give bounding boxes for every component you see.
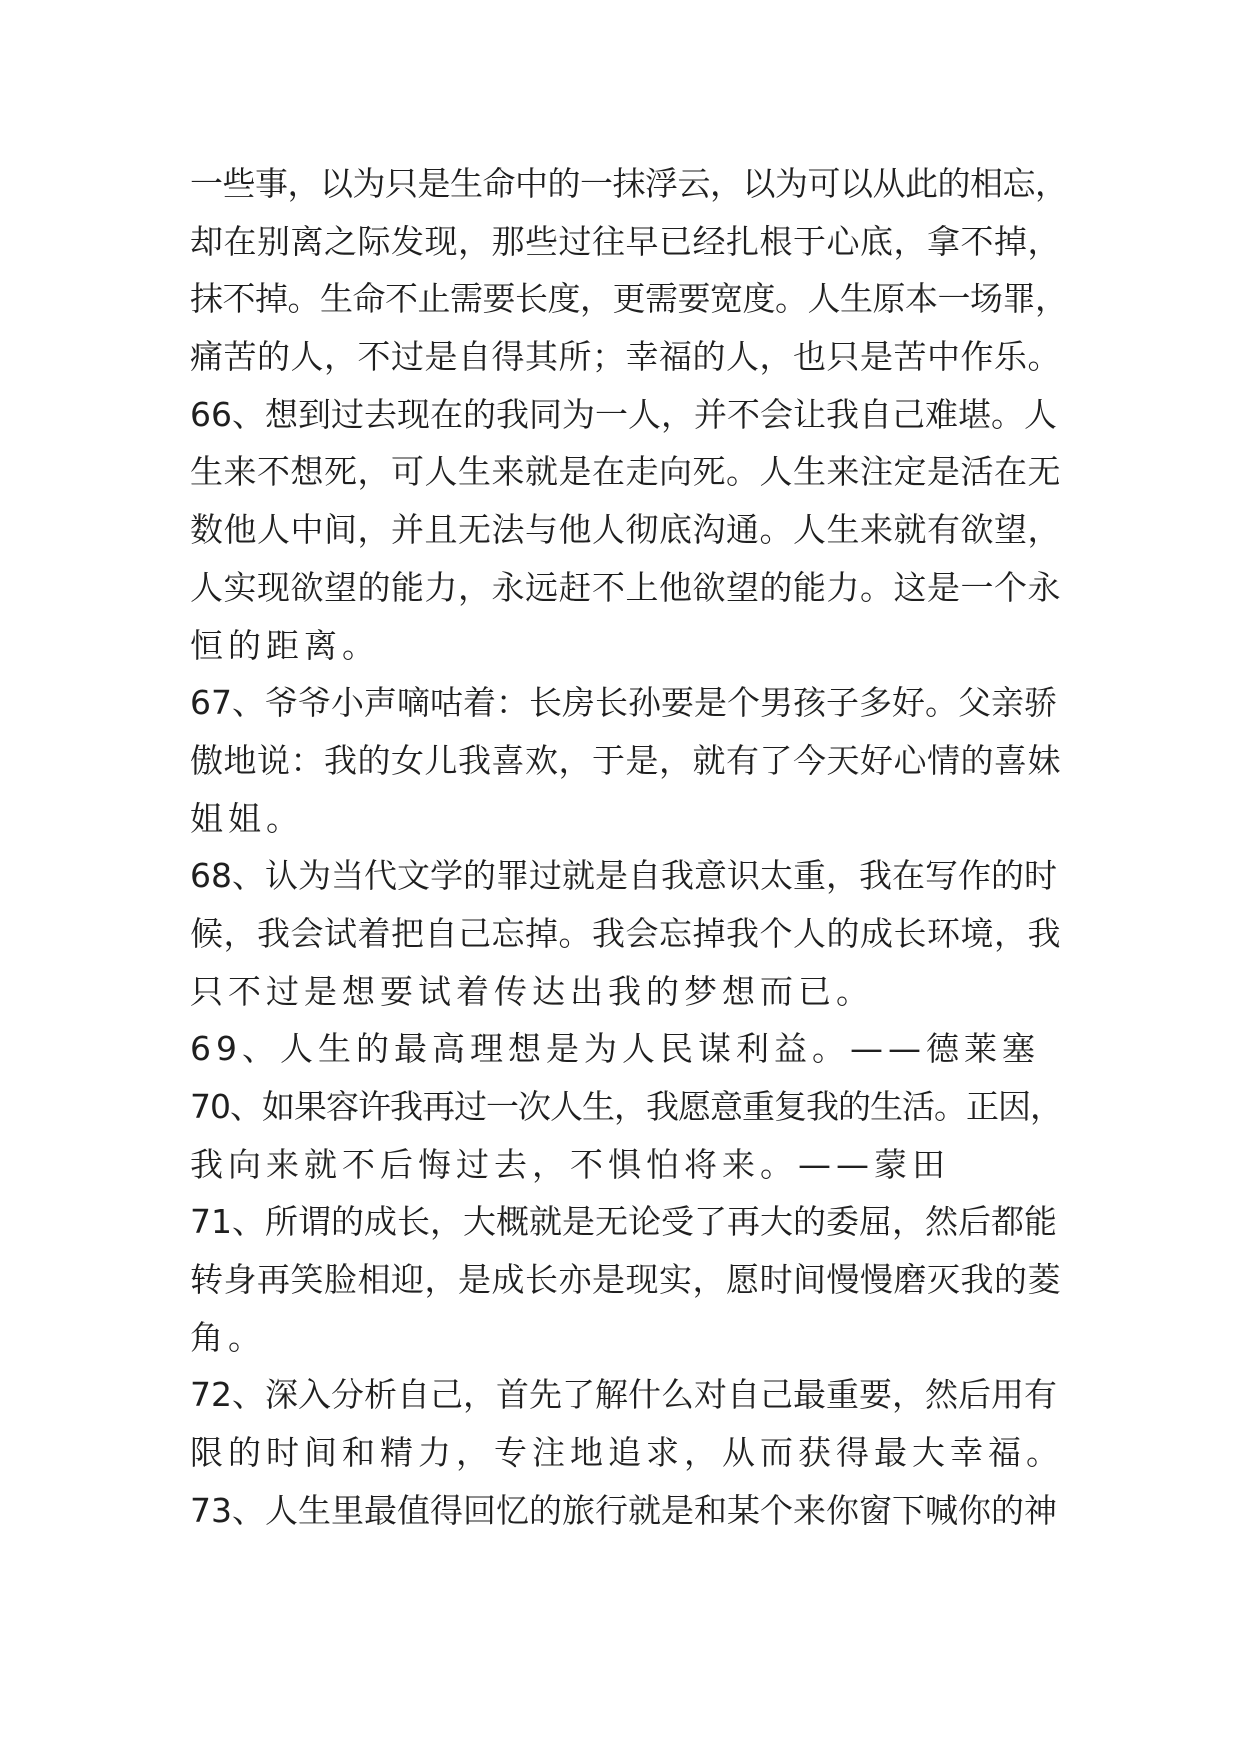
text-line: 数他人中间，并且无法与他人彻底沟通。人生来就有欲望， [190, 510, 1061, 550]
text-line: 一些事，以为只是生命中的一抹浮云，以为可以从此的相忘， [190, 164, 1068, 203]
text-line: 傲地说：我的女儿我喜欢，于是，就有了今天好心情的喜妹 [190, 740, 1061, 780]
text-line: 68、认为当代文学的罪过就是自我意识太重，我在写作的时 [190, 856, 1057, 896]
text-line: 人实现欲望的能力，永远赶不上他欲望的能力。这是一个永 [190, 567, 1061, 607]
text-line: 73、人生里最值得回忆的旅行就是和某个来你窗下喊你的神 [190, 1490, 1057, 1530]
text-line: 66、想到过去现在的我同为一人，并不会让我自己难堪。人 [190, 394, 1057, 434]
text-line: 70、如果容许我再过一次人生，我愿意重复我的生活。正因， [190, 1087, 1062, 1126]
body-text [190, 155, 1070, 1540]
text-line: 角。 [190, 1317, 266, 1357]
text-line: 姐姐。 [190, 798, 304, 838]
text-line: 痛苦的人，不过是自得其所；幸福的人，也只是苦中作乐。 [190, 337, 1061, 377]
text-line: 69、人生的最高理想是为人民谋利益。——德莱塞 [190, 1029, 1040, 1069]
text-line: 抹不掉。生命不止需要长度，更需要宽度。人生原本一场罪， [190, 279, 1068, 319]
text-line: 转身再笑脸相迎，是成长亦是现实，愿时间慢慢磨灭我的菱 [190, 1260, 1061, 1300]
text-line: 生来不想死，可人生来就是在走向死。人生来注定是活在无 [190, 452, 1061, 492]
text-line: 候，我会试着把自己忘掉。我会忘掉我个人的成长环境，我 [190, 913, 1061, 953]
text-line: 我向来就不后悔过去，不惧怕将来。——蒙田 [190, 1144, 950, 1184]
text-line: 67、爷爷小声嘀咕着：长房长孙要是个男孩子多好。父亲骄 [190, 683, 1057, 723]
text-line: 恒的距离。 [190, 625, 380, 665]
text-line: 限的时间和精力，专注地追求，从而获得最大幸福。 [190, 1433, 1064, 1473]
text-line: 72、深入分析自己，首先了解什么对自己最重要，然后用有 [190, 1375, 1057, 1415]
text-line: 71、所谓的成长，大概就是无论受了再大的委屈，然后都能 [190, 1202, 1057, 1242]
text-line: 只不过是想要试着传达出我的梦想而已。 [190, 971, 874, 1011]
text-line: 却在别离之际发现，那些过往早已经扎根于心底，拿不掉， [190, 221, 1061, 261]
